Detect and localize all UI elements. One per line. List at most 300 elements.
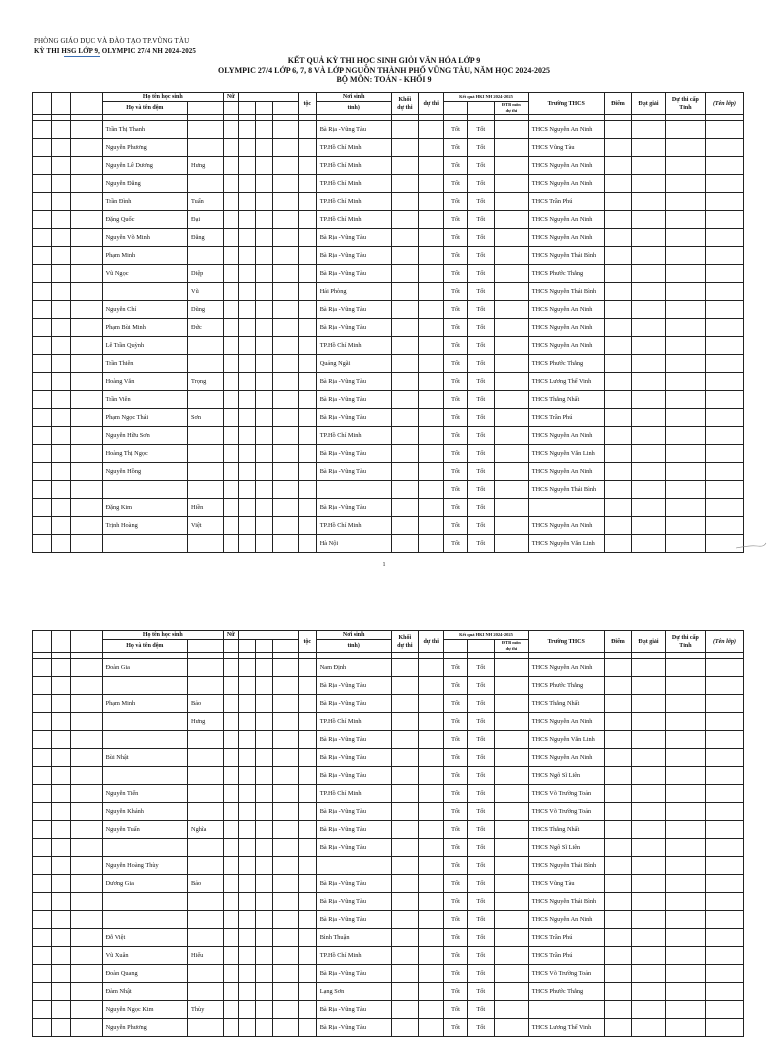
school-name: THCS Nguyễn An Ninh [528, 211, 604, 229]
student-given-name: Đăng [188, 229, 224, 247]
table-row [33, 355, 744, 373]
academic: Tốt [467, 445, 494, 463]
student-given-name [188, 337, 224, 355]
col-sbd [51, 93, 70, 115]
table-row [33, 517, 744, 535]
col-truong: Trường THCS [528, 631, 604, 653]
academic: Tốt [467, 319, 494, 337]
school-name: THCS Võ Trường Toản [528, 803, 604, 821]
birthplace: Bà Rịa -Vũng Tàu [316, 821, 391, 839]
col-noi-sinh: Nơi sinh [316, 631, 391, 640]
academic: Tốt [467, 911, 494, 929]
academic: Tốt [467, 535, 494, 553]
table-row [33, 535, 744, 553]
conduct: Tốt [444, 749, 467, 767]
student-surname: Trần Thiên [102, 355, 187, 373]
school-name: THCS Võ Trường Toản [528, 965, 604, 983]
birthplace: Bà Rịa -Vũng Tàu [316, 911, 391, 929]
col-nam [273, 102, 298, 115]
school-name [528, 1001, 604, 1019]
student-given-name [188, 175, 224, 193]
table-row [33, 947, 744, 965]
col-mon-du-thi: dự thi [419, 631, 444, 653]
conduct: Tốt [444, 839, 467, 857]
school-name: THCS Nguyễn Văn Linh [528, 731, 604, 749]
birthplace: Bà Rịa -Vũng Tàu [316, 803, 391, 821]
table-row [33, 157, 744, 175]
birthplace: TP.Hồ Chí Minh [316, 211, 391, 229]
conduct: Tốt [444, 139, 467, 157]
conduct: Tốt [444, 803, 467, 821]
col-tinh: tỉnh) [316, 102, 391, 115]
birthplace: Bà Rịa -Vũng Tàu [316, 893, 391, 911]
student-given-name [188, 463, 224, 481]
academic: Tốt [467, 283, 494, 301]
student-surname [102, 731, 187, 749]
academic: Tốt [467, 391, 494, 409]
student-surname: Nguyễn Khánh [102, 803, 187, 821]
table-row [33, 211, 744, 229]
school-name: THCS Nguyễn An Ninh [528, 713, 604, 731]
col-ngay-sinh [238, 93, 298, 102]
student-surname: Đoàn Gia [102, 659, 187, 677]
col-ten [188, 102, 224, 115]
table-row [33, 713, 744, 731]
student-given-name [188, 247, 224, 265]
academic: Tốt [467, 481, 494, 499]
birthplace: Bà Rịa -Vũng Tàu [316, 229, 391, 247]
birthplace: Bà Rịa -Vũng Tàu [316, 875, 391, 893]
student-surname: Trịnh Hoàng [102, 517, 187, 535]
conduct: Tốt [444, 229, 467, 247]
table-row [33, 445, 744, 463]
conduct: Tốt [444, 499, 467, 517]
col-mon-du-thi: dự thi [419, 93, 444, 115]
academic: Tốt [467, 337, 494, 355]
student-given-name [188, 983, 224, 1001]
birthplace: Nam Định [316, 659, 391, 677]
birthplace: Bà Rịa -Vũng Tàu [316, 839, 391, 857]
conduct: Tốt [444, 713, 467, 731]
student-given-name: Tuấn [188, 193, 224, 211]
conduct: Tốt [444, 481, 467, 499]
academic: Tốt [467, 211, 494, 229]
academic: Tốt [467, 659, 494, 677]
student-given-name [188, 1019, 224, 1037]
school-name: THCS Ngô Sĩ Liên [528, 839, 604, 857]
student-given-name [188, 391, 224, 409]
school-name [528, 499, 604, 517]
academic: Tốt [467, 749, 494, 767]
student-given-name: Đức [188, 319, 224, 337]
col-ma [70, 631, 102, 653]
table-row [33, 1001, 744, 1019]
col-dtb-mon: ĐTB môn dự thi [494, 640, 528, 653]
col-ten-lop: (Tên lớp) [705, 93, 743, 115]
school-name: THCS Nguyễn Thái Bình [528, 247, 604, 265]
col-ma [70, 93, 102, 115]
school-name: THCS Nguyễn An Ninh [528, 175, 604, 193]
student-surname: Lê Trần Quỳnh [102, 337, 187, 355]
academic: Tốt [467, 767, 494, 785]
student-given-name [188, 481, 224, 499]
birthplace: Bà Rịa -Vũng Tàu [316, 1019, 391, 1037]
conduct: Tốt [444, 929, 467, 947]
student-given-name: Hưng [188, 713, 224, 731]
conduct: Tốt [444, 157, 467, 175]
page-number: 1 [382, 562, 386, 568]
col-stt [33, 631, 52, 653]
col-ket-qua-hki: Kết quả HKI NH 2024-2025 [444, 93, 528, 102]
school-name: THCS Trần Phú [528, 929, 604, 947]
col-ten [188, 640, 224, 653]
student-surname: Nguyễn Hồng [102, 463, 187, 481]
academic: Tốt [467, 247, 494, 265]
birthplace: TP.Hồ Chí Minh [316, 947, 391, 965]
student-given-name: Bảo [188, 695, 224, 713]
col-khoi: Khối dự thi [391, 631, 418, 653]
table-row [33, 283, 744, 301]
col-khoi: Khối dự thi [391, 93, 418, 115]
school-name: THCS Thắng Nhất [528, 695, 604, 713]
student-given-name [188, 427, 224, 445]
col-nu: Nữ [223, 631, 238, 640]
col-dan-toc: tộc [298, 631, 316, 653]
student-surname: Vũ Xuân [102, 947, 187, 965]
school-name: THCS Nguyễn An Ninh [528, 427, 604, 445]
table-row [33, 427, 744, 445]
birthplace: Quảng Ngãi [316, 355, 391, 373]
student-surname [102, 677, 187, 695]
birthplace: Bà Rịa -Vũng Tàu [316, 319, 391, 337]
academic: Tốt [467, 1001, 494, 1019]
col-nam [273, 640, 298, 653]
birthplace: TP.Hồ Chí Minh [316, 193, 391, 211]
table-row [33, 695, 744, 713]
school-name: THCS Vũng Tàu [528, 875, 604, 893]
student-given-name [188, 121, 224, 139]
birthplace: Bà Rịa -Vũng Tàu [316, 463, 391, 481]
academic: Tốt [467, 983, 494, 1001]
academic: Tốt [467, 517, 494, 535]
student-surname: Nguyễn Lê Dương [102, 157, 187, 175]
conduct: Tốt [444, 373, 467, 391]
conduct: Tốt [444, 947, 467, 965]
conduct: Tốt [444, 857, 467, 875]
table-row [33, 193, 744, 211]
conduct: Tốt [444, 659, 467, 677]
student-given-name [188, 785, 224, 803]
birthplace: TP.Hồ Chí Minh [316, 337, 391, 355]
school-name: THCS Phước Thắng [528, 265, 604, 283]
col-diem: Điểm [604, 631, 631, 653]
signature-mark [735, 542, 767, 550]
student-given-name: Hiền [188, 499, 224, 517]
student-given-name: Nghĩa [188, 821, 224, 839]
student-surname: Hoàng Văn [102, 373, 187, 391]
student-surname: Đỗ Việt [102, 929, 187, 947]
conduct: Tốt [444, 695, 467, 713]
student-surname: Vũ Ngọc [102, 265, 187, 283]
academic: Tốt [467, 947, 494, 965]
table-row [33, 803, 744, 821]
student-given-name [188, 911, 224, 929]
col-nu: Nữ [223, 93, 238, 102]
col-ho-ten-hoc-sinh: Họ tên học sinh [102, 93, 223, 102]
table-row [33, 247, 744, 265]
student-given-name: Vũ [188, 283, 224, 301]
student-surname [102, 893, 187, 911]
title-line-2: OLYMPIC 27/4 LỚP 6, 7, 8 VÀ LỚP NGUỒN THÀNH PHỐ VŨNG TÀU, NĂM HỌC 2024-2025 [217, 65, 551, 75]
birthplace: TP.Hồ Chí Minh [316, 175, 391, 193]
academic: Tốt [467, 139, 494, 157]
birthplace: Bình Thuận [316, 929, 391, 947]
school-name: THCS Nguyễn An Ninh [528, 337, 604, 355]
col-ngay [238, 102, 255, 115]
conduct: Tốt [444, 391, 467, 409]
school-name: THCS Nguyễn An Ninh [528, 157, 604, 175]
student-surname: Trần Đình [102, 193, 187, 211]
student-surname [102, 481, 187, 499]
table-row [33, 893, 744, 911]
table-row [33, 839, 744, 857]
col-hl [467, 102, 494, 115]
birthplace: Bà Rịa -Vũng Tàu [316, 749, 391, 767]
student-surname: Nguyễn Ngọc Kim [102, 1001, 187, 1019]
academic: Tốt [467, 893, 494, 911]
birthplace: Bà Rịa -Vũng Tàu [316, 121, 391, 139]
table-row [33, 677, 744, 695]
col-stt [33, 93, 52, 115]
school-name: THCS Nguyễn An Ninh [528, 749, 604, 767]
academic: Tốt [467, 857, 494, 875]
school-name: THCS Vũng Tàu [528, 139, 604, 157]
table-row [33, 749, 744, 767]
student-surname [102, 283, 187, 301]
title-line-3: BỘ MÔN: TOÁN - KHỐI 9 [336, 75, 432, 84]
conduct: Tốt [444, 427, 467, 445]
school-name: THCS Nguyễn An Ninh [528, 301, 604, 319]
birthplace: TP.Hồ Chí Minh [316, 427, 391, 445]
conduct: Tốt [444, 785, 467, 803]
student-given-name: Việt [188, 517, 224, 535]
conduct: Tốt [444, 1019, 467, 1037]
student-surname: Bùi Nhật [102, 749, 187, 767]
student-given-name: Diệp [188, 265, 224, 283]
academic: Tốt [467, 463, 494, 481]
birthplace: TP.Hồ Chí Minh [316, 517, 391, 535]
col-du-thi-cap-tinh: Dự thi cấp Tỉnh [665, 631, 705, 653]
school-name: THCS Nguyễn Văn Linh [528, 445, 604, 463]
academic: Tốt [467, 731, 494, 749]
conduct: Tốt [444, 767, 467, 785]
birthplace: Bà Rịa -Vũng Tàu [316, 767, 391, 785]
table-row [33, 391, 744, 409]
school-name: THCS Nguyễn Thái Bình [528, 893, 604, 911]
school-name: THCS Nguyễn An Ninh [528, 911, 604, 929]
table-row [33, 481, 744, 499]
academic: Tốt [467, 193, 494, 211]
student-given-name: Hưng [188, 157, 224, 175]
col-ngay-sinh [238, 631, 298, 640]
table-row [33, 911, 744, 929]
student-given-name: Đại [188, 211, 224, 229]
birthplace: Bà Rịa -Vũng Tàu [316, 247, 391, 265]
table-row [33, 499, 744, 517]
academic: Tốt [467, 1019, 494, 1037]
birthplace: Bà Rịa -Vũng Tàu [316, 301, 391, 319]
col-hl [467, 640, 494, 653]
school-name: THCS Nguyễn Thái Bình [528, 283, 604, 301]
table-row [33, 875, 744, 893]
birthplace: TP.Hồ Chí Minh [316, 713, 391, 731]
table-row [33, 731, 744, 749]
student-surname: Trần Viên [102, 391, 187, 409]
col-diem: Điểm [604, 93, 631, 115]
student-surname: Nguyễn Võ Minh [102, 229, 187, 247]
table-row [33, 337, 744, 355]
birthplace: Bà Rịa -Vũng Tàu [316, 1001, 391, 1019]
student-surname: Trần Thị Thanh [102, 121, 187, 139]
col-ho-ten-hoc-sinh: Họ tên học sinh [102, 631, 223, 640]
student-given-name [188, 139, 224, 157]
school-name: THCS Nguyễn An Ninh [528, 659, 604, 677]
conduct: Tốt [444, 965, 467, 983]
student-given-name [188, 965, 224, 983]
table-row [33, 139, 744, 157]
conduct: Tốt [444, 1001, 467, 1019]
table-row [33, 373, 744, 391]
title-line-1: KẾT QUẢ KỲ THI HỌC SINH GIỎI VĂN HÓA LỚP 9 [287, 56, 481, 65]
table-row [33, 319, 744, 337]
table-row [33, 229, 744, 247]
academic: Tốt [467, 175, 494, 193]
col-thang [255, 640, 273, 653]
school-name: THCS Phước Thắng [528, 983, 604, 1001]
birthplace: Hà Nội [316, 535, 391, 553]
student-surname [102, 911, 187, 929]
student-surname [102, 535, 187, 553]
school-name: THCS Lương Thế Vinh [528, 373, 604, 391]
school-name: THCS Nguyễn An Ninh [528, 319, 604, 337]
table-row [33, 659, 744, 677]
results-table-page-1 [32, 92, 744, 553]
conduct: Tốt [444, 211, 467, 229]
student-given-name [188, 355, 224, 373]
conduct: Tốt [444, 893, 467, 911]
academic: Tốt [467, 229, 494, 247]
student-given-name [188, 677, 224, 695]
conduct: Tốt [444, 355, 467, 373]
table-header-row-1 [33, 631, 744, 640]
col-noi-sinh: Nơi sinh [316, 93, 391, 102]
conduct: Tốt [444, 409, 467, 427]
birthplace: Bà Rịa -Vũng Tàu [316, 445, 391, 463]
table-row [33, 821, 744, 839]
student-given-name [188, 659, 224, 677]
student-surname: Hoàng Thị Ngọc [102, 445, 187, 463]
student-given-name: Hiếu [188, 947, 224, 965]
col-nu-blank [223, 102, 238, 115]
school-name: THCS Trần Phú [528, 409, 604, 427]
birthplace: Bà Rịa -Vũng Tàu [316, 965, 391, 983]
conduct: Tốt [444, 283, 467, 301]
table-row [33, 785, 744, 803]
school-name: THCS Nguyễn Văn Linh [528, 535, 604, 553]
birthplace: Lạng Sơn [316, 983, 391, 1001]
academic: Tốt [467, 803, 494, 821]
student-surname: Phạm Bùi Minh [102, 319, 187, 337]
table-row [33, 767, 744, 785]
student-given-name: Trọng [188, 373, 224, 391]
student-given-name [188, 749, 224, 767]
academic: Tốt [467, 713, 494, 731]
academic: Tốt [467, 121, 494, 139]
student-given-name: Dũng [188, 301, 224, 319]
table-row [33, 301, 744, 319]
academic: Tốt [467, 695, 494, 713]
table-row [33, 175, 744, 193]
academic: Tốt [467, 821, 494, 839]
student-surname: Nguyễn Đăng [102, 175, 187, 193]
conduct: Tốt [444, 463, 467, 481]
birthplace: Bà Rịa -Vũng Tàu [316, 499, 391, 517]
col-hk [444, 640, 467, 653]
conduct: Tốt [444, 731, 467, 749]
student-surname: Dương Gia [102, 875, 187, 893]
col-ngay [238, 640, 255, 653]
col-dat-giai: Đạt giải [632, 631, 666, 653]
conduct: Tốt [444, 319, 467, 337]
student-given-name [188, 803, 224, 821]
results-table-page-2 [32, 630, 744, 1037]
conduct: Tốt [444, 875, 467, 893]
student-surname: Nguyễn Tuấn [102, 821, 187, 839]
student-given-name: Thùy [188, 1001, 224, 1019]
student-surname: Đoàn Quang [102, 965, 187, 983]
birthplace: Bà Rịa -Vũng Tàu [316, 265, 391, 283]
student-surname: Nguyễn Hoàng Thùy [102, 857, 187, 875]
student-given-name [188, 731, 224, 749]
school-name: THCS Phước Thắng [528, 677, 604, 695]
conduct: Tốt [444, 247, 467, 265]
birthplace [316, 481, 391, 499]
conduct: Tốt [444, 337, 467, 355]
birthplace: TP.Hồ Chí Minh [316, 157, 391, 175]
conduct: Tốt [444, 265, 467, 283]
academic: Tốt [467, 265, 494, 283]
col-dtb-mon: ĐTB môn dự thi [494, 102, 528, 115]
table-row [33, 265, 744, 283]
student-surname: Nguyễn Phương [102, 1019, 187, 1037]
student-given-name [188, 535, 224, 553]
academic: Tốt [467, 373, 494, 391]
student-surname [102, 839, 187, 857]
conduct: Tốt [444, 821, 467, 839]
student-surname: Phạm Minh [102, 695, 187, 713]
conduct: Tốt [444, 445, 467, 463]
col-truong: Trường THCS [528, 93, 604, 115]
col-dan-toc: tộc [298, 93, 316, 115]
academic: Tốt [467, 499, 494, 517]
col-tinh: tỉnh) [316, 640, 391, 653]
academic: Tốt [467, 839, 494, 857]
table-row [33, 965, 744, 983]
table-row [33, 463, 744, 481]
student-surname: Nguyễn Phương [102, 139, 187, 157]
academic: Tốt [467, 929, 494, 947]
conduct: Tốt [444, 983, 467, 1001]
